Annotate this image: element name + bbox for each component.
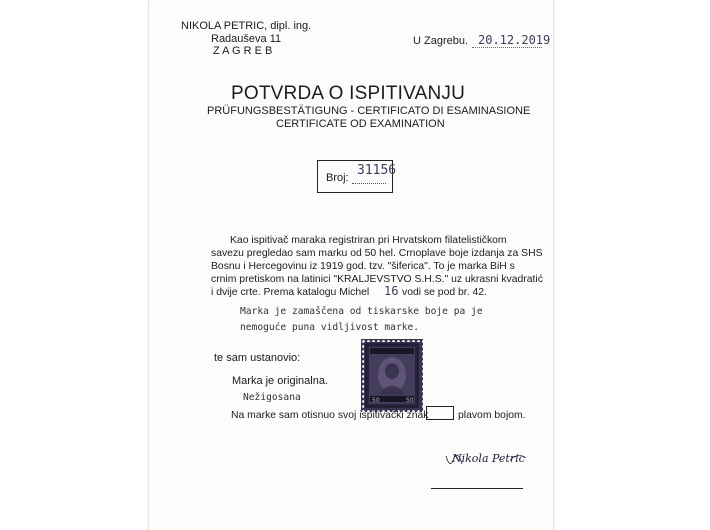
- signed-statement-a: Na marke sam otisnuo svoj ispitivački znak: [231, 410, 429, 421]
- stamp-image: [361, 339, 423, 412]
- catalog-number-handwritten: 16: [384, 284, 399, 298]
- place-label: U Zagrebu.: [413, 35, 469, 47]
- examiner-mark-box: [426, 406, 454, 420]
- signature-line: [431, 488, 523, 489]
- svg-text:50: 50: [406, 397, 414, 404]
- finding-original: Marka je originalna.: [232, 375, 328, 387]
- examiner-name: NIKOLA PETRIC, dipl. ing.: [181, 20, 312, 32]
- body-line-4: crnim pretiskom na latinici "KRALJEVSTVO S.H.S." uz ukrasni kvadratić: [211, 274, 543, 285]
- certificate-number-line: [352, 183, 386, 184]
- certificate-title: POTVRDA O ISPITIVANJU: [231, 83, 465, 104]
- body-line-5b: vodi se pod br. 42.: [402, 287, 487, 298]
- findings-intro: te sam ustanovio:: [214, 352, 301, 364]
- examiner-street: Radauševa 11: [211, 33, 282, 45]
- date-underline: [472, 47, 542, 48]
- certificate-number-value: 31156: [357, 163, 397, 178]
- svg-text:50: 50: [372, 397, 380, 404]
- certificate-subtitle-2: CERTIFICATE OD EXAMINATION: [276, 118, 445, 130]
- body-line-3: Bosnu i Hercegovinu iz 1919 god. tzv. "šiferica". To je marka BiH s: [211, 261, 515, 272]
- examiner-city: Z A G R E B: [213, 45, 273, 57]
- certificate-subtitle-1: PRÜFUNGSBESTÄTIGUNG - CERTIFICATO DI ESAMINASIONE: [207, 105, 531, 117]
- typed-note-line-2: nemoguće puna vidljivost marke.: [240, 322, 420, 333]
- body-line-5a: i dvije crte. Prema katalogu Michel: [211, 287, 370, 298]
- date-handwritten: 20.12.2019: [478, 33, 551, 47]
- typed-note-line-1: Marka je zamaščena od tiskarske boje pa je: [240, 306, 483, 317]
- certificate-number-label: Broj:: [326, 172, 349, 184]
- body-line-1: Kao ispitivač maraka registriran pri Hrvatskom filatelističkom: [230, 235, 507, 246]
- signed-statement-b: plavom bojom.: [458, 410, 526, 421]
- examiner-signature: Nikola Petric: [452, 452, 525, 465]
- body-line-2: savezu pregledao sam marku od 50 hel. Crnoplave boje izdanja za SHS: [211, 248, 543, 259]
- finding-condition: Nežigosana: [243, 392, 301, 403]
